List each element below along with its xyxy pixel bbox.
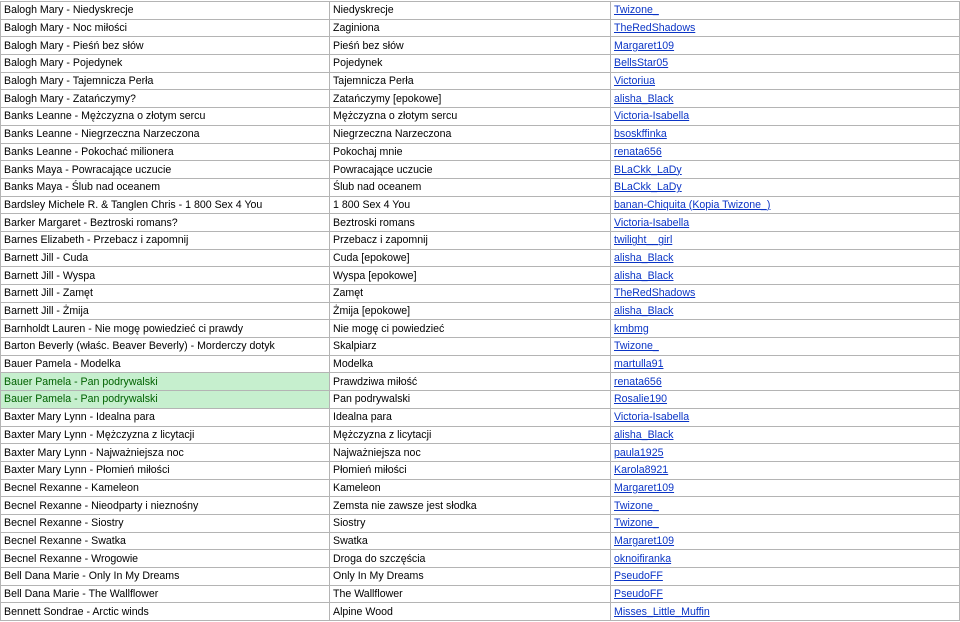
cell-user — [611, 285, 960, 303]
cell-user — [611, 55, 960, 73]
table-row — [1, 143, 960, 161]
cell-original-title: Żmija [epokowe] — [330, 302, 611, 320]
user-link[interactable]: banan-Chiquita (Kopia Twizone_) — [614, 198, 771, 211]
user-link[interactable]: renata656 — [614, 145, 662, 158]
cell-original-title: Wyspa [epokowe] — [330, 267, 611, 285]
cell-user — [611, 19, 960, 37]
cell-book-title: Becnel Rexanne - Siostry — [1, 514, 330, 532]
user-link[interactable]: oknoifiranka — [614, 552, 672, 565]
cell-original-title: Pieśń bez słów — [330, 37, 611, 55]
user-link[interactable]: Margaret109 — [614, 534, 675, 547]
user-link[interactable]: BLaCkk_LaDy — [614, 163, 682, 176]
cell-book-title: Barnett Jill - Zamęt — [1, 285, 330, 303]
user-link[interactable]: twilight__girl — [614, 234, 673, 247]
cell-user — [611, 37, 960, 55]
table-row — [1, 338, 960, 356]
cell-user — [611, 338, 960, 356]
cell-user — [611, 585, 960, 603]
user-link[interactable]: Twizone_ — [614, 517, 659, 530]
user-link[interactable]: Margaret109 — [614, 39, 675, 52]
cell-book-title: Bell Dana Marie - Only In My Dreams — [1, 568, 330, 586]
cell-user — [611, 196, 960, 214]
cell-book-title: Banks Leanne - Pokochać milionera — [1, 143, 330, 161]
cell-book-title: Becnel Rexanne - Nieodparty i nieznośny — [1, 497, 330, 515]
cell-original-title: Płomień miłości — [330, 461, 611, 479]
cell-book-title: Balogh Mary - Tajemnicza Perła — [1, 72, 330, 90]
cell-user — [611, 603, 960, 621]
cell-user — [611, 514, 960, 532]
cell-original-title: Pan podrywalski — [330, 391, 611, 409]
user-link[interactable]: renata656 — [614, 375, 662, 388]
cell-book-title: Baxter Mary Lynn - Płomień miłości — [1, 461, 330, 479]
cell-book-title: Bauer Pamela - Pan podrywalski — [1, 391, 330, 409]
cell-book-title: Baxter Mary Lynn - Idealna para — [1, 408, 330, 426]
user-link[interactable]: alisha_Black — [614, 428, 674, 441]
table-row — [1, 497, 960, 515]
table-row — [1, 585, 960, 603]
cell-original-title: Pojedynek — [330, 55, 611, 73]
user-link[interactable]: Victoriua — [614, 75, 656, 88]
cell-original-title: Ślub nad oceanem — [330, 178, 611, 196]
user-link[interactable]: alisha_Black — [614, 251, 674, 264]
user-link[interactable]: PseudoFF — [614, 570, 663, 583]
cell-original-title: Pokochaj mnie — [330, 143, 611, 161]
user-link[interactable]: Margaret109 — [614, 481, 675, 494]
cell-book-title: Banks Maya - Ślub nad oceanem — [1, 178, 330, 196]
cell-user — [611, 320, 960, 338]
cell-user — [611, 391, 960, 409]
table-row — [1, 355, 960, 373]
cell-original-title: Zemsta nie zawsze jest słodka — [330, 497, 611, 515]
table-row — [1, 55, 960, 73]
cell-original-title: Beztroski romans — [330, 214, 611, 232]
user-link[interactable]: kmbmg — [614, 322, 649, 335]
cell-book-title: Barton Beverly (właśc. Beaver Beverly) - Morderczy dotyk — [1, 338, 330, 356]
table-row — [1, 196, 960, 214]
cell-user — [611, 249, 960, 267]
cell-book-title: Bell Dana Marie - The Wallflower — [1, 585, 330, 603]
table-row — [1, 479, 960, 497]
cell-original-title: Idealna para — [330, 408, 611, 426]
user-link[interactable]: Victoria-Isabella — [614, 216, 690, 229]
table-row — [1, 72, 960, 90]
cell-user — [611, 108, 960, 126]
table-row — [1, 214, 960, 232]
cell-book-title: Becnel Rexanne - Kameleon — [1, 479, 330, 497]
cell-user — [611, 90, 960, 108]
cell-user — [611, 2, 960, 20]
cell-original-title: Zaginiona — [330, 19, 611, 37]
cell-original-title: Niedyskrecje — [330, 2, 611, 20]
cell-original-title: Droga do szczęścia — [330, 550, 611, 568]
table-row — [1, 19, 960, 37]
cell-book-title: Baxter Mary Lynn - Najważniejsza noc — [1, 444, 330, 462]
cell-original-title: Modelka — [330, 355, 611, 373]
cell-user — [611, 355, 960, 373]
cell-original-title: Mężczyzna z licytacji — [330, 426, 611, 444]
table-row — [1, 320, 960, 338]
cell-book-title: Balogh Mary - Noc miłości — [1, 19, 330, 37]
table-row — [1, 249, 960, 267]
table-row — [1, 90, 960, 108]
cell-original-title: Cuda [epokowe] — [330, 249, 611, 267]
cell-original-title: Zatańczymy [epokowe] — [330, 90, 611, 108]
cell-original-title: Powracające uczucie — [330, 161, 611, 179]
cell-book-title: Bauer Pamela - Modelka — [1, 355, 330, 373]
user-link[interactable]: paula1925 — [614, 446, 664, 459]
user-link[interactable]: Twizone_ — [614, 340, 659, 353]
cell-user — [611, 143, 960, 161]
cell-book-title: Barnett Jill - Żmija — [1, 302, 330, 320]
table-row — [1, 267, 960, 285]
cell-user — [611, 231, 960, 249]
user-link[interactable]: martulla91 — [614, 358, 664, 371]
table-row — [1, 444, 960, 462]
cell-user — [611, 550, 960, 568]
cell-book-title: Becnel Rexanne - Swatka — [1, 532, 330, 550]
cell-book-title: Bardsley Michele R. & Tanglen Chris - 1 800 Sex 4 You — [1, 196, 330, 214]
cell-book-title: Balogh Mary - Zatańczymy? — [1, 90, 330, 108]
user-link[interactable]: Rosalie190 — [614, 393, 668, 406]
table-row — [1, 231, 960, 249]
table-row — [1, 550, 960, 568]
user-link[interactable]: Victoria-Isabella — [614, 411, 690, 424]
cell-user — [611, 178, 960, 196]
user-link[interactable]: Twizone_ — [614, 4, 659, 17]
cell-user — [611, 444, 960, 462]
cell-user — [611, 72, 960, 90]
cell-user — [611, 497, 960, 515]
cell-book-title: Barnholdt Lauren - Nie mogę powiedzieć ci prawdy — [1, 320, 330, 338]
cell-original-title: Nie mogę ci powiedzieć — [330, 320, 611, 338]
cell-original-title: Tajemnicza Perła — [330, 72, 611, 90]
user-link[interactable]: Twizone_ — [614, 499, 659, 512]
cell-original-title: Niegrzeczna Narzeczona — [330, 125, 611, 143]
cell-user — [611, 373, 960, 391]
user-link[interactable]: alisha_Black — [614, 92, 674, 105]
cell-original-title: The Wallflower — [330, 585, 611, 603]
table-row — [1, 125, 960, 143]
cell-user — [611, 426, 960, 444]
table-row — [1, 568, 960, 586]
cell-original-title: Zamęt — [330, 285, 611, 303]
cell-original-title: Kameleon — [330, 479, 611, 497]
cell-book-title: Bennett Sondrae - Arctic winds — [1, 603, 330, 621]
cell-book-title: Banks Maya - Powracające uczucie — [1, 161, 330, 179]
cell-original-title: Siostry — [330, 514, 611, 532]
table-row — [1, 302, 960, 320]
cell-original-title: Przebacz i zapomnij — [330, 231, 611, 249]
cell-book-title: Balogh Mary - Pojedynek — [1, 55, 330, 73]
cell-original-title: Prawdziwa miłość — [330, 373, 611, 391]
cell-user — [611, 125, 960, 143]
cell-book-title: Banks Leanne - Mężczyzna o złotym sercu — [1, 108, 330, 126]
user-link[interactable]: TheRedShadows — [614, 287, 696, 300]
table-row — [1, 426, 960, 444]
cell-original-title: Skalpiarz — [330, 338, 611, 356]
table-row — [1, 408, 960, 426]
cell-user — [611, 568, 960, 586]
user-link[interactable]: TheRedShadows — [614, 22, 696, 35]
user-link[interactable]: PseudoFF — [614, 588, 663, 601]
cell-original-title: Alpine Wood — [330, 603, 611, 621]
cell-original-title: Mężczyzna o złotym sercu — [330, 108, 611, 126]
table-row — [1, 373, 960, 391]
cell-book-title: Banks Leanne - Niegrzeczna Narzeczona — [1, 125, 330, 143]
cell-user — [611, 267, 960, 285]
user-link[interactable]: Karola8921 — [614, 464, 669, 477]
cell-book-title: Balogh Mary - Niedyskrecje — [1, 2, 330, 20]
table-body — [1, 2, 960, 621]
cell-user — [611, 461, 960, 479]
table-row — [1, 108, 960, 126]
cell-original-title: Only In My Dreams — [330, 568, 611, 586]
cell-original-title: Swatka — [330, 532, 611, 550]
table-row — [1, 514, 960, 532]
user-link[interactable]: alisha_Black — [614, 269, 674, 282]
cell-book-title: Barnett Jill - Wyspa — [1, 267, 330, 285]
cell-book-title: Becnel Rexanne - Wrogowie — [1, 550, 330, 568]
table-row — [1, 391, 960, 409]
table-row — [1, 161, 960, 179]
table-row — [1, 178, 960, 196]
cell-original-title: 1 800 Sex 4 You — [330, 196, 611, 214]
cell-original-title: Najważniejsza noc — [330, 444, 611, 462]
user-link[interactable]: bsoskffinka — [614, 128, 667, 141]
user-link[interactable]: alisha_Black — [614, 305, 674, 318]
cell-book-title: Baxter Mary Lynn - Mężczyzna z licytacji — [1, 426, 330, 444]
cell-book-title: Bauer Pamela - Pan podrywalski — [1, 373, 330, 391]
user-link[interactable]: BLaCkk_LaDy — [614, 181, 682, 194]
user-link[interactable]: Misses_Little_Muffin — [614, 605, 710, 618]
cell-user — [611, 161, 960, 179]
table-row — [1, 285, 960, 303]
cell-user — [611, 479, 960, 497]
table-row — [1, 2, 960, 20]
table-row — [1, 37, 960, 55]
user-link[interactable]: Victoria-Isabella — [614, 110, 690, 123]
cell-user — [611, 408, 960, 426]
cell-book-title: Barnett Jill - Cuda — [1, 249, 330, 267]
table-row — [1, 603, 960, 621]
cell-book-title: Balogh Mary - Pieśń bez słów — [1, 37, 330, 55]
spreadsheet-table — [0, 1, 960, 621]
cell-user — [611, 302, 960, 320]
cell-user — [611, 532, 960, 550]
table-row — [1, 532, 960, 550]
cell-user — [611, 214, 960, 232]
cell-book-title: Barker Margaret - Beztroski romans? — [1, 214, 330, 232]
table-row — [1, 461, 960, 479]
user-link[interactable]: BellsStar05 — [614, 57, 669, 70]
cell-book-title: Barnes Elizabeth - Przebacz i zapomnij — [1, 231, 330, 249]
